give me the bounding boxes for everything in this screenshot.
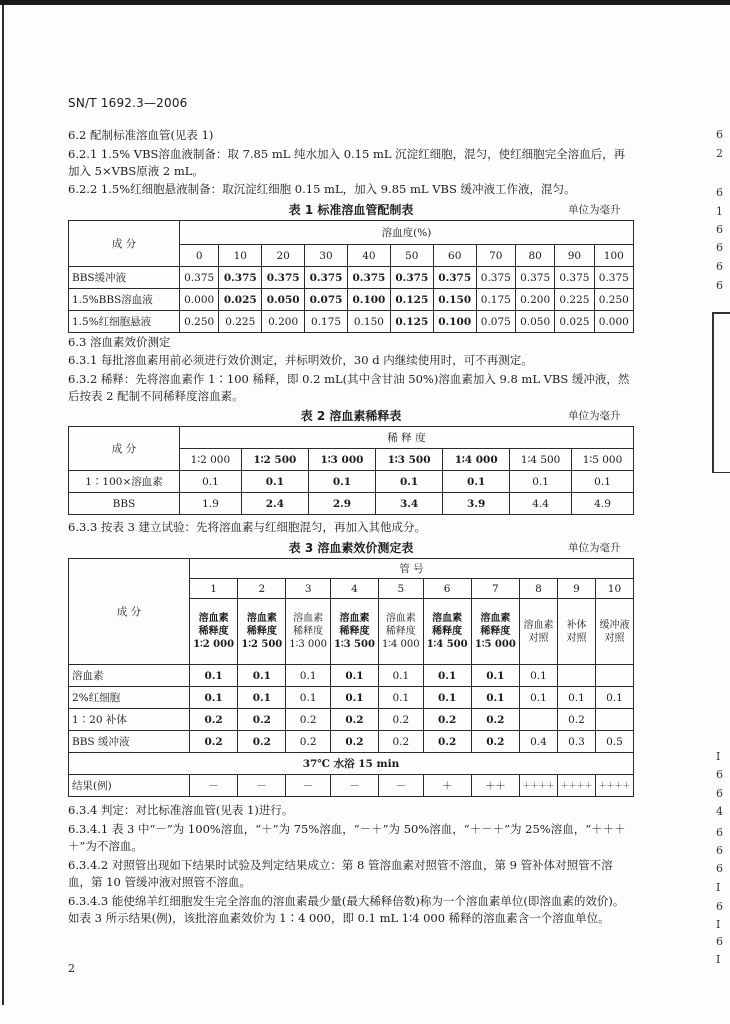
- table-cell: 0.5: [595, 731, 633, 753]
- table-cell: 0.2: [286, 731, 330, 753]
- column-header: 1∶3 500: [376, 449, 443, 471]
- table-cell: 0.1: [471, 665, 519, 687]
- table-cell: [595, 709, 633, 731]
- tube-label-line: 对照: [604, 632, 625, 644]
- table-row: [69, 775, 634, 797]
- table-row: [69, 687, 634, 709]
- table-cell: 2.4: [241, 493, 308, 515]
- group-header: 溶血度(%): [180, 221, 634, 245]
- table-cell: 0.375: [555, 267, 594, 289]
- table-cell: 0.125: [390, 289, 433, 311]
- table-cell: 0.2: [423, 731, 471, 753]
- row-label: 1∶100×溶血素: [69, 471, 180, 493]
- tube-label-line: 稀释度: [480, 626, 511, 637]
- section-6-3-4-1: 6.3.4.1 表 3 中“－”为 100%溶血，“＋”为 75%溶血，“－＋”为 50%溶血，“＋－＋”为 25%溶血，“＋＋＋＋”为不溶血。: [68, 822, 626, 853]
- tube-label-line: 1∶4 000: [382, 639, 420, 650]
- table-cell: 0.1: [180, 471, 242, 493]
- tube-number: 5: [379, 579, 423, 599]
- column-header: 60: [433, 245, 476, 267]
- table-row: [69, 559, 634, 579]
- adjacent-page-char: 6: [716, 844, 723, 857]
- row-label: BBS缓冲液: [69, 267, 180, 289]
- adjacent-page-char: 4: [716, 805, 723, 818]
- adjacent-page-char: 6: [716, 787, 723, 800]
- table-cell: 0.250: [180, 311, 219, 333]
- table-cell: 0.1: [308, 471, 375, 493]
- table-cell: 0.2: [238, 731, 286, 753]
- tube-label: [595, 599, 633, 665]
- tube-label-line: 溶血素: [480, 613, 511, 624]
- column-header: 0: [180, 245, 219, 267]
- section-6-3-3: 6.3.3 按表 3 建立试验：先将溶血素与红细胞混匀，再加入其他成分。: [68, 520, 427, 534]
- table2-caption: 表 2 溶血素稀释表: [300, 409, 402, 423]
- table-cell: 0.375: [515, 267, 554, 289]
- table-cell: 0.250: [594, 289, 633, 311]
- column-header: 70: [476, 245, 515, 267]
- table-cell: 0.375: [390, 267, 433, 289]
- table-cell: 0.1: [379, 665, 423, 687]
- column-header: 90: [555, 245, 594, 267]
- tube-label-line: 1∶2 000: [193, 639, 235, 650]
- column-header: 20: [262, 245, 305, 267]
- table-cell: [519, 709, 557, 731]
- table-cell: 0.1: [519, 665, 557, 687]
- row-label: 溶血素: [69, 665, 190, 687]
- document-header: SN/T 1692.3—2006: [68, 96, 188, 110]
- table-row: [69, 267, 634, 289]
- tube-label-line: 对照: [566, 632, 587, 644]
- adjacent-page-char: I: [716, 881, 721, 894]
- table-cell: 0.2: [190, 709, 238, 731]
- result-cell: －: [379, 775, 423, 797]
- table-cell: 0.100: [433, 311, 476, 333]
- column-header: 1∶2 000: [180, 449, 242, 471]
- table-row: [69, 709, 634, 731]
- table-cell: 0.1: [190, 665, 238, 687]
- adjacent-page-char: 6: [716, 223, 723, 236]
- adjacent-page-char: I: [716, 750, 721, 763]
- table-cell: 0.1: [376, 471, 443, 493]
- table-cell: 0.175: [305, 311, 348, 333]
- adjacent-page-char: 6: [716, 279, 723, 292]
- tube-label-line: 稀释度: [385, 626, 416, 637]
- table-cell: 0.1: [286, 687, 330, 709]
- column-header: 30: [305, 245, 348, 267]
- table-cell: 0.375: [594, 267, 633, 289]
- table-cell: 0.050: [262, 289, 305, 311]
- tube-number: 7: [471, 579, 519, 599]
- bath-row: [69, 753, 634, 775]
- tube-number: 8: [519, 579, 557, 599]
- table-cell: 0.000: [180, 289, 219, 311]
- tube-number: 1: [190, 579, 238, 599]
- group-header: 管 号: [190, 559, 634, 579]
- table-cell: [595, 665, 633, 687]
- adjacent-page-char: 6: [716, 128, 723, 141]
- table-cell: 0.025: [219, 289, 262, 311]
- tube-label-line: 溶血素: [246, 613, 277, 624]
- tube-label-line: 溶血素: [432, 613, 463, 624]
- tube-number: 2: [238, 579, 286, 599]
- tube-number: 6: [423, 579, 471, 599]
- table-cell: 0.2: [286, 709, 330, 731]
- section-6-3-4-3: 6.3.4.3 能使绵羊红细胞发生完全溶血的溶血素最少量(最大稀释倍数)称为一个溶血素单位(即溶血素的效价)。如表 3 所示结果(例)，该批溶血素效价为 1∶4 000，即 0.1 mL 1∶4 000 稀释的溶血素含一个溶血单位。: [68, 894, 625, 925]
- result-cell: －: [238, 775, 286, 797]
- table-cell: 0.1: [471, 687, 519, 709]
- table2-unit: 单位为毫升: [568, 410, 621, 422]
- table-cell: 0.1: [423, 665, 471, 687]
- table-row: [69, 427, 634, 449]
- adjacent-page-char: 6: [716, 900, 723, 913]
- tube-label-line: 1∶5 000: [474, 639, 516, 650]
- tube-label-line: 稀释度: [293, 626, 324, 637]
- section-6-2: 6.2 配制标准溶血管(见表 1): [68, 128, 214, 142]
- table-row: [69, 665, 634, 687]
- component-header: 成 分: [69, 221, 180, 267]
- table-row: [69, 753, 634, 775]
- scan-top-border: [0, 0, 730, 5]
- adjacent-page-char: 6: [716, 935, 723, 948]
- water-bath-note: 37℃ 水浴 15 min: [302, 758, 400, 770]
- column-header: 1∶5 000: [572, 449, 634, 471]
- row-label: 2%红细胞: [69, 687, 190, 709]
- tube-label-line: 1∶3 000: [289, 639, 327, 650]
- table-cell: 0.1: [238, 665, 286, 687]
- adjacent-page-char: 6: [716, 826, 723, 839]
- scan-left-border: [2, 5, 4, 1005]
- tube-label-line: 溶血素: [339, 613, 370, 624]
- result-cell: ＋: [423, 775, 471, 797]
- adjacent-page-char: 6: [716, 260, 723, 273]
- tube-label: [238, 599, 286, 665]
- table-cell: 0.075: [476, 311, 515, 333]
- tube-label: [379, 599, 423, 665]
- table-row: [69, 289, 634, 311]
- table-cell: 0.4: [519, 731, 557, 753]
- table-cell: 0.1: [510, 471, 572, 493]
- table-cell: 0.2: [379, 731, 423, 753]
- table-cell: 0.100: [347, 289, 390, 311]
- column-header: 50: [390, 245, 433, 267]
- tube-label-line: 1∶3 500: [334, 639, 375, 650]
- table-cell: 0.1: [190, 687, 238, 709]
- section-6-3-1: 6.3.1 每批溶血素用前必须进行效价测定，并标明效价，30 d 内继续使用时，可不再测定。: [68, 353, 533, 367]
- adjacent-page-char: 1: [716, 205, 723, 218]
- column-header: 80: [515, 245, 554, 267]
- table-cell: 0.1: [379, 687, 423, 709]
- table-cell: 0.375: [476, 267, 515, 289]
- column-header: 1∶2 500: [241, 449, 308, 471]
- table-cell: 0.2: [471, 731, 519, 753]
- tube-number: 3: [286, 579, 330, 599]
- row-label: 结果(例): [69, 775, 190, 797]
- table-cell: 0.1: [330, 687, 378, 709]
- table-row: [69, 493, 634, 515]
- table-cell: 0.050: [515, 311, 554, 333]
- table1-unit: 单位为毫升: [568, 204, 621, 216]
- adjacent-page-strip: [704, 120, 730, 966]
- tube-label: [471, 599, 519, 665]
- table-row: [69, 731, 634, 753]
- tube-label-line: 缓冲液: [599, 619, 630, 631]
- table-cell: 3.9: [443, 493, 510, 515]
- table-row: [69, 471, 634, 493]
- column-header: 1∶4 500: [510, 449, 572, 471]
- group-header: 稀 释 度: [180, 427, 634, 449]
- table-row: [69, 311, 634, 333]
- table-cell: 0.1: [595, 687, 633, 709]
- column-header: 100: [594, 245, 633, 267]
- result-cell: ＋＋＋＋: [557, 775, 595, 797]
- tube-label: [190, 599, 238, 665]
- table-cell: 2.9: [308, 493, 375, 515]
- table-cell: 0.2: [330, 731, 378, 753]
- table-cell: 0.2: [557, 709, 595, 731]
- result-cell: －: [286, 775, 330, 797]
- tube-label-line: 溶血素: [523, 619, 554, 631]
- table-cell: 0.175: [476, 289, 515, 311]
- table-cell: 0.025: [555, 311, 594, 333]
- adjacent-page-char: 6: [716, 768, 723, 781]
- table3-caption: 表 3 溶血素效价测定表: [288, 541, 414, 555]
- tube-number: 10: [595, 579, 633, 599]
- table-cell: 0.150: [433, 289, 476, 311]
- tube-label-line: 补体: [566, 619, 587, 631]
- adjacent-page-char: 6: [716, 862, 723, 875]
- table3: [68, 558, 634, 797]
- table1-caption: 表 1 标准溶血管配制表: [288, 203, 414, 217]
- row-label: BBS 缓冲液: [69, 731, 190, 753]
- tube-label: [286, 599, 330, 665]
- section-6-2-1: 6.2.1 1.5% VBS溶血液制备：取 7.85 mL 纯水加入 0.15 mL 沉淀红细胞，混匀，使红细胞完全溶血后，再加入 5×VBS原液 2 mL。: [68, 147, 626, 178]
- table-cell: 0.150: [347, 311, 390, 333]
- row-label: 1.5%BBS溶血液: [69, 289, 180, 311]
- table-cell: 0.375: [305, 267, 348, 289]
- row-label: BBS: [69, 493, 180, 515]
- table-cell: 0.2: [238, 709, 286, 731]
- page-number: 2: [68, 962, 75, 975]
- tube-label-line: 稀释度: [339, 626, 370, 637]
- column-header: 1∶4 000: [443, 449, 510, 471]
- table-cell: 0.375: [180, 267, 219, 289]
- table-cell: [557, 665, 595, 687]
- table-cell: 0.075: [305, 289, 348, 311]
- table3-unit: 单位为毫升: [568, 542, 621, 554]
- table-cell: 0.2: [190, 731, 238, 753]
- table-cell: 0.1: [519, 687, 557, 709]
- table-cell: 0.2: [379, 709, 423, 731]
- table-cell: 0.3: [557, 731, 595, 753]
- table-cell: 0.375: [347, 267, 390, 289]
- table-cell: 0.225: [219, 311, 262, 333]
- result-cell: ＋＋＋＋: [519, 775, 557, 797]
- tube-label-line: 溶血素: [293, 613, 324, 624]
- table-cell: 4.4: [510, 493, 572, 515]
- result-cell: ＋＋＋＋: [595, 775, 633, 797]
- table-cell: 0.000: [594, 311, 633, 333]
- table-cell: 0.1: [241, 471, 308, 493]
- result-cell: ＋＋: [471, 775, 519, 797]
- table-cell: 0.2: [330, 709, 378, 731]
- tube-label: [330, 599, 378, 665]
- adjacent-page-char: 6: [716, 241, 723, 254]
- row-label: 1.5%红细胞悬液: [69, 311, 180, 333]
- tube-label-line: 溶血素: [198, 613, 229, 624]
- table-cell: 4.9: [572, 493, 634, 515]
- table-cell: 0.1: [557, 687, 595, 709]
- tube-label-line: 1∶2 500: [241, 639, 283, 650]
- result-cell: －: [330, 775, 378, 797]
- tube-label-line: 稀释度: [432, 626, 463, 637]
- tube-label-line: 稀释度: [246, 626, 277, 637]
- table-cell: 0.375: [262, 267, 305, 289]
- column-header: 1∶3 000: [308, 449, 375, 471]
- table-cell: 3.4: [376, 493, 443, 515]
- table-cell: 0.375: [433, 267, 476, 289]
- component-header: 成 分: [69, 559, 190, 665]
- table-cell: 0.1: [443, 471, 510, 493]
- table-cell: 0.1: [423, 687, 471, 709]
- table-cell: 0.125: [390, 311, 433, 333]
- column-header: 10: [219, 245, 262, 267]
- row-label: 1∶20 补体: [69, 709, 190, 731]
- table2: [68, 426, 634, 515]
- table-cell: 0.1: [330, 665, 378, 687]
- adjacent-page-char: I: [716, 918, 721, 931]
- tube-label-line: 1∶4 500: [426, 639, 468, 650]
- table-cell: 0.1: [572, 471, 634, 493]
- adjacent-page-char: 6: [716, 186, 723, 199]
- section-6-3: 6.3 溶血素效价测定: [68, 335, 171, 349]
- tube-label-line: 溶血素: [385, 613, 416, 624]
- table-cell: 1.9: [180, 493, 242, 515]
- column-header: 40: [347, 245, 390, 267]
- section-6-2-2: 6.2.2 1.5%红细胞悬液制备：取沉淀红细胞 0.15 mL，加入 9.85 mL VBS 缓冲液工作液，混匀。: [68, 182, 576, 196]
- table-cell: 0.225: [555, 289, 594, 311]
- section-6-3-4-2: 6.3.4.2 对照管出现如下结果时试验及判定结果成立：第 8 管溶血素对照管不溶血，第 9 管补体对照管不溶血，第 10 管缓冲液对照管不溶血。: [68, 858, 613, 889]
- table-cell: 0.2: [423, 709, 471, 731]
- tube-label: [557, 599, 595, 665]
- result-cell: －: [190, 775, 238, 797]
- tube-label-line: 对照: [528, 632, 549, 644]
- tube-label: [519, 599, 557, 665]
- component-header: 成 分: [69, 427, 180, 471]
- tube-label: [423, 599, 471, 665]
- table-cell: 0.375: [219, 267, 262, 289]
- section-6-3-4: 6.3.4 判定：对比标准溶血管(见表 1)进行。: [68, 803, 294, 817]
- section-6-3-2: 6.3.2 稀释：先将溶血素作 1∶100 稀释，即 0.2 mL(其中含甘油 50%)溶血素加入 9.8 mL VBS 缓冲液，然后按表 2 配制不同稀释度溶血素。: [68, 372, 630, 403]
- tube-number: 9: [557, 579, 595, 599]
- table-cell: 0.200: [515, 289, 554, 311]
- tube-label-line: 稀释度: [198, 626, 229, 637]
- table-row: [69, 221, 634, 245]
- table1: [68, 220, 634, 333]
- tube-number: 4: [330, 579, 378, 599]
- table-cell: 0.2: [471, 709, 519, 731]
- adjacent-page-char: I: [716, 953, 721, 966]
- table-cell: 0.200: [262, 311, 305, 333]
- table-cell: 0.1: [286, 665, 330, 687]
- table-cell: 0.1: [238, 687, 286, 709]
- adjacent-page-char: 2: [716, 147, 723, 160]
